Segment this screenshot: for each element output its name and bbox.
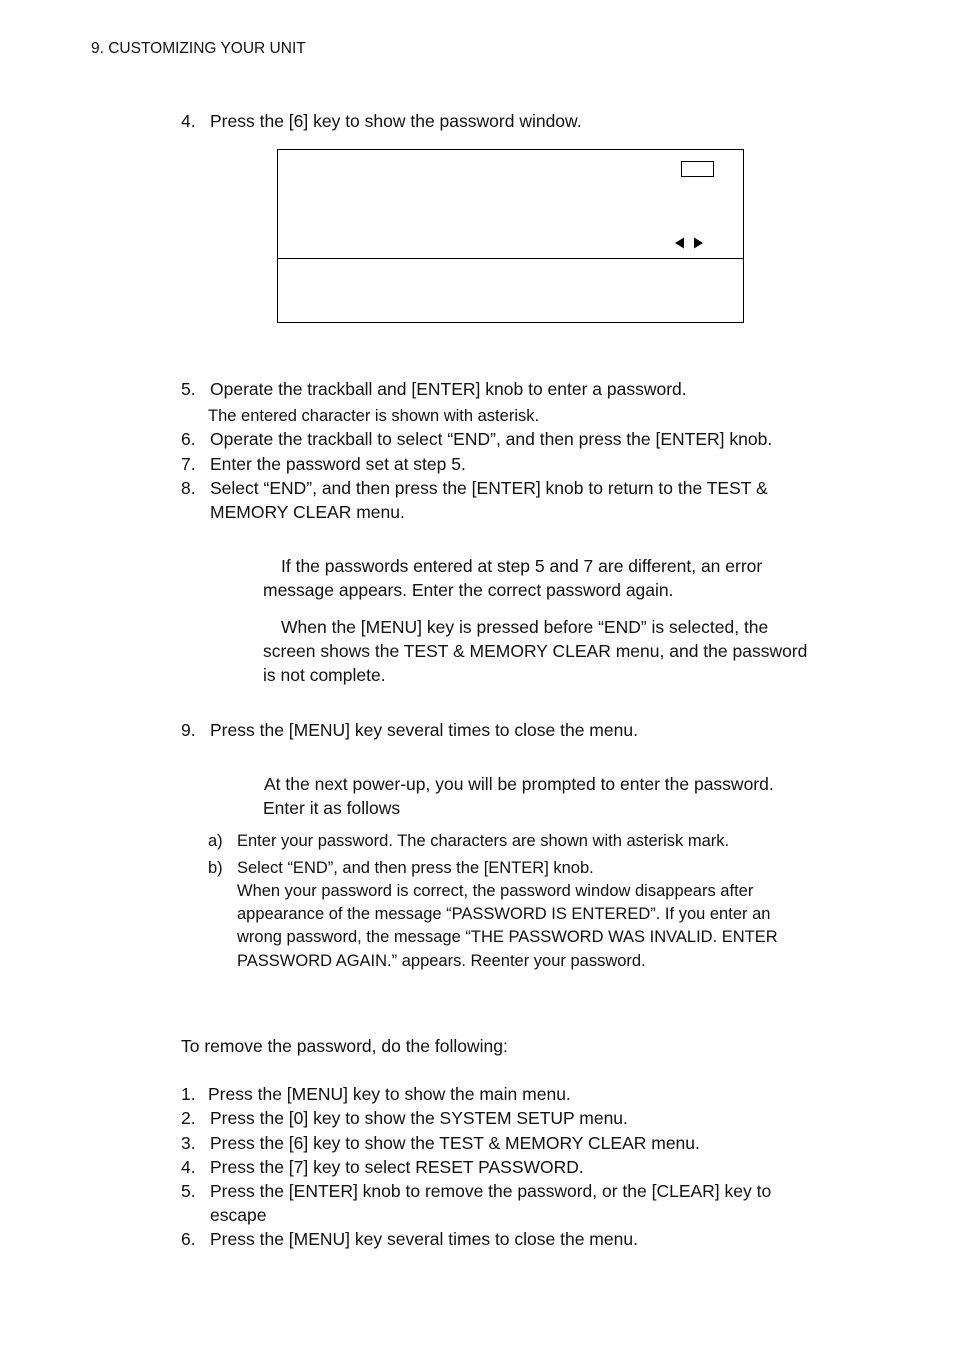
step-text: Press the [ENTER] knob to remove the password, or the [CLEAR] key to bbox=[210, 1181, 772, 1201]
sub-step-b-line2: When your password is correct, the password window disappears after bbox=[237, 882, 754, 900]
remove-password-intro: To remove the password, do the following: bbox=[181, 1036, 508, 1056]
note-power-up-line2: Enter it as follows bbox=[263, 798, 401, 818]
step-number: 5. bbox=[181, 379, 196, 399]
step-number: 4. bbox=[181, 1157, 196, 1177]
step-text: Press the [7] key to select RESET PASSWORD. bbox=[210, 1157, 584, 1177]
step-number: 6. bbox=[181, 429, 196, 449]
window-divider bbox=[278, 258, 743, 259]
sub-step-b-line4: wrong password, the message “THE PASSWORD WAS INVALID. ENTER bbox=[237, 928, 778, 946]
page-header: 9. CUSTOMIZING YOUR UNIT bbox=[91, 40, 306, 57]
step-number: 1. bbox=[181, 1084, 196, 1104]
step-8-continued: MEMORY CLEAR menu. bbox=[210, 502, 405, 522]
password-window-figure bbox=[277, 149, 744, 323]
step-number: 4. bbox=[181, 111, 196, 131]
note-passwords-differ-line2: message appears. Enter the correct password again. bbox=[263, 580, 674, 600]
step-text: Press the [6] key to show the TEST & MEMORY CLEAR menu. bbox=[210, 1133, 700, 1153]
step-text: Select “END”, and then press the [ENTER] knob to return to the TEST & bbox=[210, 478, 768, 498]
sub-step-b-line3: appearance of the message “PASSWORD IS ENTERED”. If you enter an bbox=[237, 905, 771, 923]
step-text: Press the [MENU] key several times to close the menu. bbox=[210, 720, 638, 740]
step-text: Press the [MENU] key to show the main menu. bbox=[208, 1084, 571, 1104]
sub-step-b-line5: PASSWORD AGAIN.” appears. Reenter your password. bbox=[237, 952, 646, 970]
note-menu-key-line1: When the [MENU] key is pressed before “END” is selected, the bbox=[281, 617, 769, 637]
remove-step-5-continued: escape bbox=[210, 1205, 267, 1225]
left-right-arrow-icon bbox=[674, 236, 704, 250]
password-field-box bbox=[681, 161, 714, 177]
note-passwords-differ-line1: If the passwords entered at step 5 and 7 are different, an error bbox=[281, 556, 763, 576]
step-number: 6. bbox=[181, 1229, 196, 1249]
step-text: Operate the trackball and [ENTER] knob to enter a password. bbox=[210, 379, 687, 399]
step-5-note: The entered character is shown with asterisk. bbox=[208, 407, 540, 425]
step-text: Enter the password set at step 5. bbox=[210, 454, 466, 474]
sub-step-text: Enter your password. The characters are shown with asterisk mark. bbox=[237, 832, 730, 850]
step-number: 3. bbox=[181, 1133, 196, 1153]
note-menu-key-line3: is not complete. bbox=[263, 665, 386, 685]
note-power-up-line1: At the next power-up, you will be prompted to enter the password. bbox=[264, 774, 774, 794]
step-number: 8. bbox=[181, 478, 196, 498]
step-text: Press the [0] key to show the SYSTEM SETUP menu. bbox=[210, 1108, 628, 1128]
step-text: Press the [6] key to show the password window. bbox=[210, 111, 582, 131]
step-text: Press the [MENU] key several times to close the menu. bbox=[210, 1229, 638, 1249]
sub-step-label: a) bbox=[208, 832, 223, 850]
step-number: 5. bbox=[181, 1181, 196, 1201]
step-text: Operate the trackball to select “END”, and then press the [ENTER] knob. bbox=[210, 429, 773, 449]
step-number: 9. bbox=[181, 720, 196, 740]
sub-step-label: b) bbox=[208, 859, 223, 877]
note-menu-key-line2: screen shows the TEST & MEMORY CLEAR menu, and the password bbox=[263, 641, 808, 661]
step-number: 2. bbox=[181, 1108, 196, 1128]
sub-step-text: Select “END”, and then press the [ENTER] knob. bbox=[237, 859, 594, 877]
step-number: 7. bbox=[181, 454, 196, 474]
